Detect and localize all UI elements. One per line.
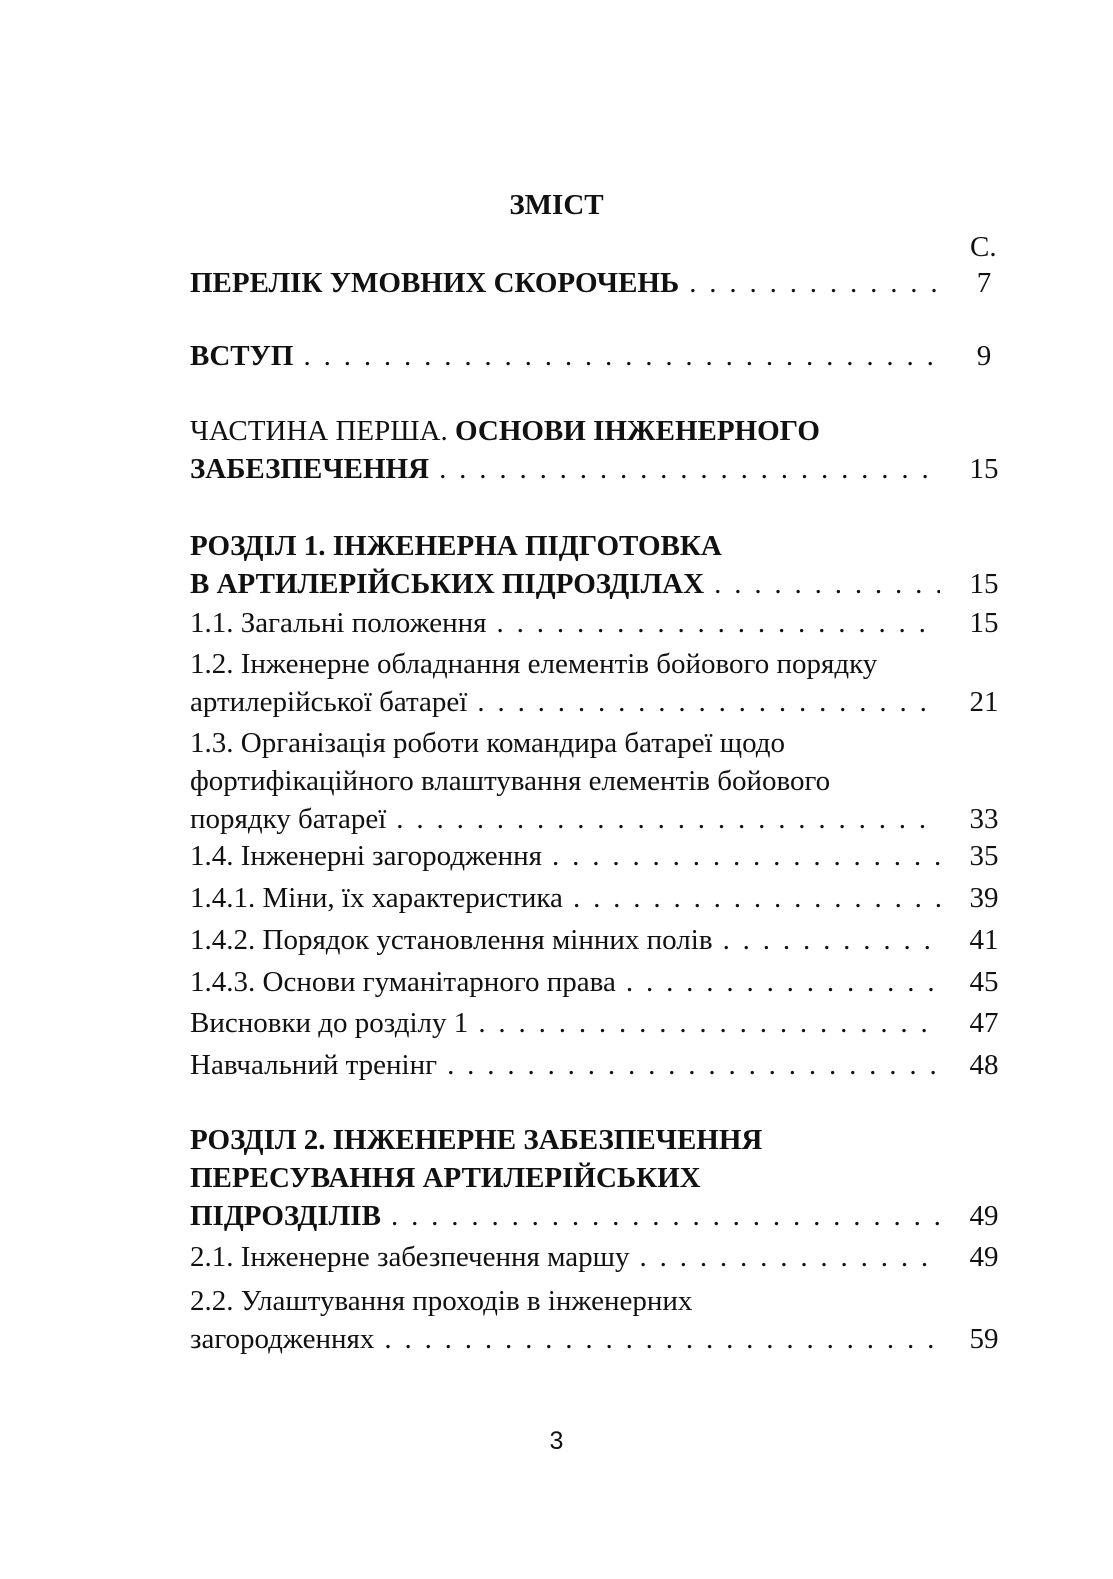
toc-entry-text: 1.1. Загальні положення	[190, 607, 487, 639]
toc-entry-text: ЧАСТИНА ПЕРША.	[190, 415, 455, 447]
toc-entry-line	[190, 724, 940, 762]
toc-page-number: 47	[969, 1007, 999, 1039]
toc-page-number: 15	[969, 607, 999, 639]
toc-entry-line	[190, 1004, 940, 1042]
toc-entry-text: ПЕРЕЛІК УМОВНИХ СКОРОЧЕНЬ	[190, 267, 680, 299]
toc-entry-line	[190, 412, 940, 450]
toc-page-number: 7	[976, 267, 992, 299]
toc-page-number: 15	[969, 453, 999, 485]
toc-entry-text: артилерійської батареї	[190, 686, 468, 718]
toc-entry-text: фортифікаційного влаштування елементів бойового	[190, 765, 831, 797]
toc-page-number: 41	[969, 924, 999, 956]
toc-entry-line	[190, 837, 940, 875]
toc-entry-line	[190, 264, 940, 302]
toc-page-number: 39	[969, 882, 999, 914]
toc-entry-text: РОЗДІЛ 1. ІНЖЕНЕРНА ПІДГОТОВКА	[190, 530, 722, 562]
toc-entry-text: Навчальний тренінг	[190, 1049, 438, 1081]
toc-entry-line	[190, 1159, 940, 1197]
toc-page-number: 35	[969, 840, 999, 872]
toc-entry-line	[190, 800, 940, 838]
toc-page-number: 49	[969, 1200, 999, 1232]
toc-entry-text: 2.1. Інженерне забезпечення маршу	[190, 1241, 630, 1273]
toc-entry-line	[190, 337, 940, 375]
toc-page-number: 49	[969, 1241, 999, 1273]
toc-entry-text: Висновки до розділу 1	[190, 1007, 469, 1039]
toc-page-number: 48	[969, 1049, 999, 1081]
page-number: 3	[549, 1427, 564, 1455]
toc-entry-text: ПЕРЕСУВАННЯ АРТИЛЕРІЙСЬКИХ	[190, 1162, 701, 1194]
toc-entry-line	[190, 1121, 940, 1159]
toc-entry-text: РОЗДІЛ 2. ІНЖЕНЕРНЕ ЗАБЕЗПЕЧЕННЯ	[190, 1124, 763, 1156]
toc-entry-line	[190, 565, 940, 603]
toc-entry-line	[190, 450, 940, 488]
toc-page-number: 33	[969, 803, 999, 835]
toc-entry-line	[190, 1046, 940, 1084]
toc-entry-line	[190, 963, 940, 1001]
toc-page-number: 21	[969, 686, 999, 718]
toc-entry-line	[190, 683, 940, 721]
toc-entry-text: ВСТУП	[190, 340, 294, 372]
toc-entry-line	[190, 1197, 940, 1235]
toc-entry-text: ОСНОВИ ІНЖЕНЕРНОГО	[454, 415, 820, 447]
toc-entry-line	[190, 921, 940, 959]
toc-entry-text: 2.2. Улаштування проходів в інженерних	[190, 1285, 693, 1317]
page-column-label: С.	[970, 231, 997, 263]
toc-entry-line	[190, 645, 940, 683]
toc-entry-text: 1.4. Інженерні загородження	[190, 840, 542, 872]
toc-entry-line	[190, 1320, 940, 1358]
toc-entry-text: ЗАБЕЗПЕЧЕННЯ	[190, 453, 430, 485]
toc-entry-text: порядку батареї	[190, 803, 387, 835]
toc-page-number: 45	[969, 966, 999, 998]
toc-title: ЗМІСТ	[509, 189, 604, 221]
toc-entry-line	[190, 879, 940, 917]
toc-entry-line	[190, 1238, 940, 1276]
toc-page-number: 59	[969, 1323, 999, 1355]
toc-entry-line	[190, 762, 940, 800]
toc-entry-text: ПІДРОЗДІЛІВ	[190, 1200, 381, 1232]
toc-entry-text: 1.4.3. Основи гуманітарного права	[190, 966, 616, 998]
toc-page-number: 9	[976, 340, 992, 372]
toc-entry-line	[190, 1282, 940, 1320]
toc-entry-text: 1.4.2. Порядок установлення мінних полів	[190, 924, 713, 956]
toc-entry-text: 1.3. Організація роботи командира батареї щодо	[190, 727, 786, 759]
toc-entry-text: загородженнях	[190, 1323, 375, 1355]
toc-entry-line	[190, 527, 940, 565]
toc-entry-text: 1.2. Інженерне обладнання елементів бойового порядку	[190, 648, 878, 680]
toc-entry-line	[190, 604, 940, 642]
toc-entry-text: В АРТИЛЕРІЙСЬКИХ ПІДРОЗДІЛАХ	[190, 568, 705, 600]
toc-page-number: 15	[969, 568, 999, 600]
toc-entry-text: 1.4.1. Міни, їх характеристика	[190, 882, 563, 914]
